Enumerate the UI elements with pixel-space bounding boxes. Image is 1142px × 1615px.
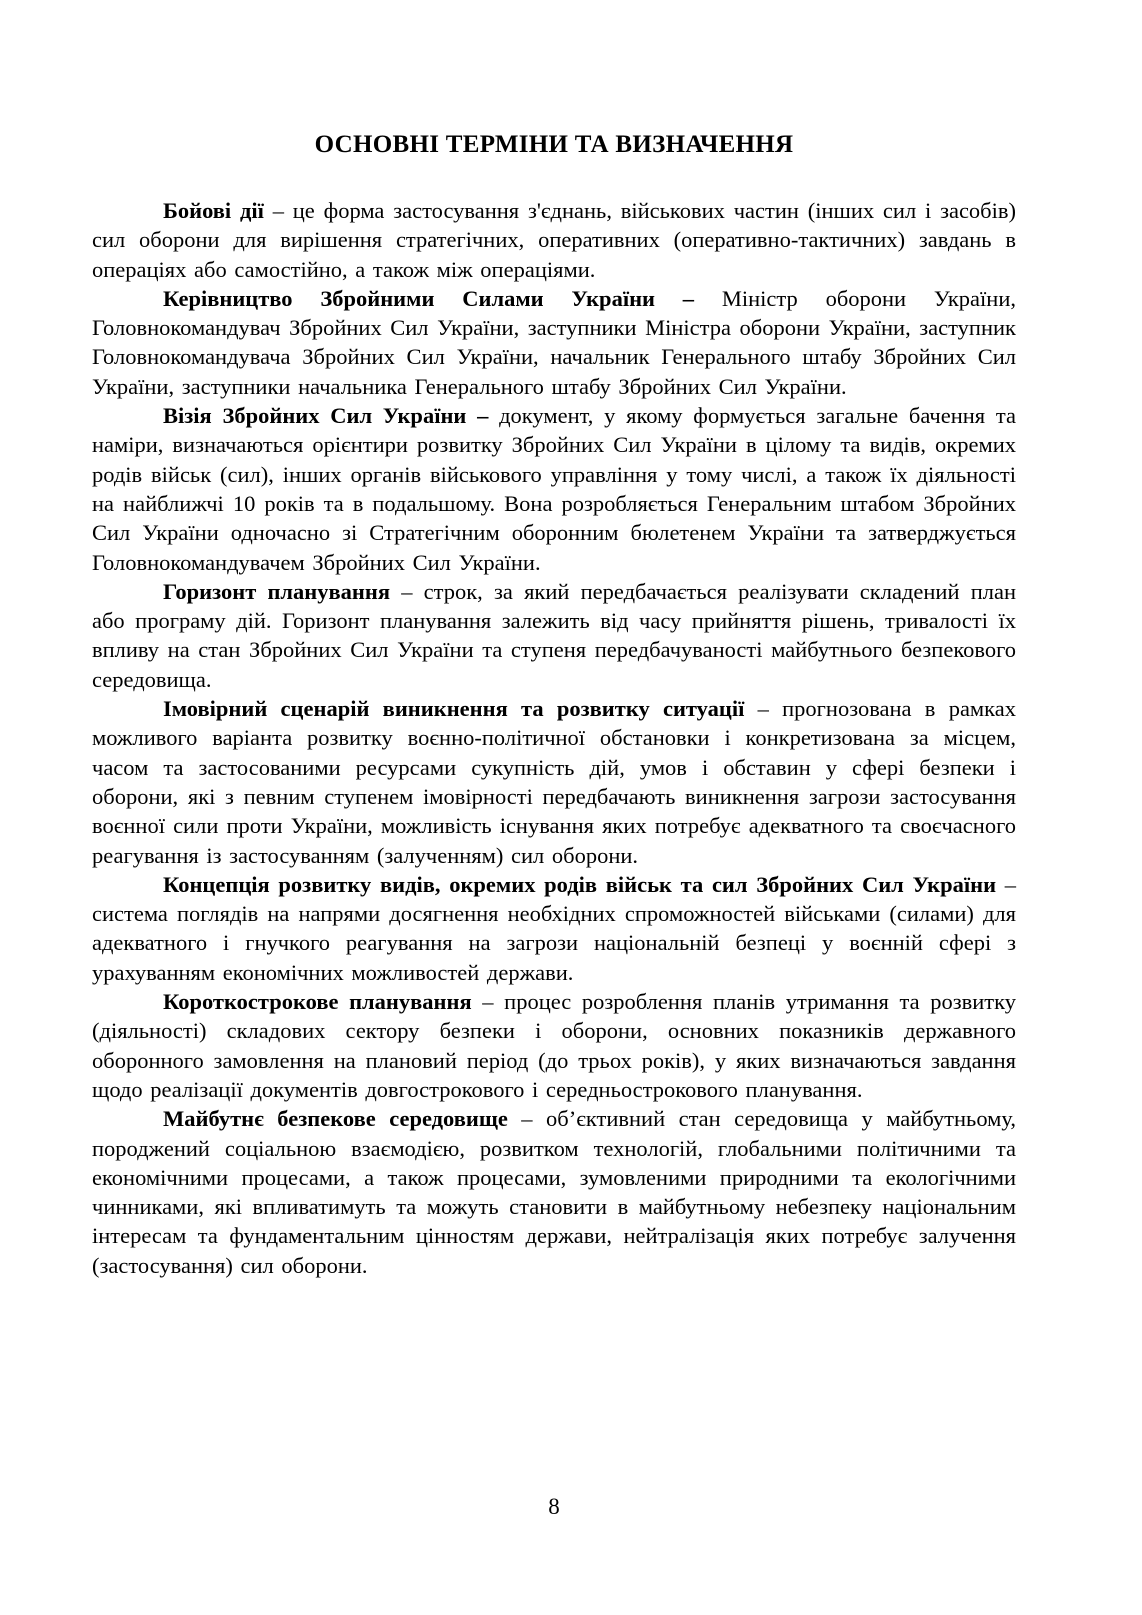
- page-number: 8: [548, 1494, 560, 1519]
- term-text: Керівництво Збройними Силами України –: [163, 285, 695, 311]
- definition-paragraph: [92, 577, 1016, 694]
- definition-paragraph: [92, 401, 1016, 577]
- definition-paragraph: [92, 870, 1016, 987]
- definition-paragraph: [92, 196, 1016, 284]
- definition-paragraph: [92, 987, 1016, 1104]
- term-text: Візія Збройних Сил України –: [163, 403, 489, 429]
- document-content: [92, 130, 1016, 1280]
- term-text: Концепція розвитку видів, окремих родів військ та сил Збройних Сил України: [163, 871, 997, 897]
- definition-paragraph: [92, 694, 1016, 870]
- page-title: ОСНОВНІ ТЕРМІНИ ТА ВИЗНАЧЕННЯ: [314, 131, 794, 158]
- term-text: Майбутнє безпекове середовище: [163, 1106, 508, 1132]
- definition-text: – строк, за який передбачається реалізувати складений план або програму дій. Горизонт планування залежить від часу прийняття рішень, тривалості їх впливу на стан Збройних Сил України та ступеня передбачуваності майбутнього безпекового середовища.: [92, 578, 1016, 692]
- definition-paragraph: [92, 1104, 1016, 1280]
- definition-text: документ, у якому формується загальне бачення та наміри, визначаються орієнтири розвитку Збройних Сил України в цілому та видів, окремих родів військ (сил), інших органів військового управління у тому числі, а також їх діяльності на найближчі 10 років та в подальшому. Вона розробляється Генеральним штабом Збройних Сил України одночасно зі Стратегічним оборонним бюлетенем України та затверджується Головнокомандувачем Збройних Сил України.: [92, 403, 1016, 575]
- term-text: Горизонт планування: [163, 578, 390, 604]
- term-text: Короткострокове планування: [163, 989, 472, 1015]
- term-text: Імовірний сценарій виникнення та розвитку ситуації: [163, 696, 745, 722]
- definition-text: – це форма застосування з'єднань, військових частин (інших сил і засобів) сил оборони для вирішення стратегічних, оперативних (оперативно-тактичних) завдань в операціях або самостійно, а також між операціями.: [92, 198, 1016, 282]
- definition-text: – об’єктивний стан середовища у майбутньому, породжений соціальною взаємодією, розвитком технологій, глобальними політичними та економічними процесами, а також процесами, зумовленими природними та екологічними чинниками, які впливатимуть та можуть становити в майбутньому небезпеку національним інтересам та фундаментальним цінностям держави, нейтралізація яких потребує залучення (застосування) сил оборони.: [92, 1106, 1016, 1278]
- definition-paragraph: [92, 284, 1016, 401]
- definition-text: – процес розроблення планів утримання та розвитку (діяльності) складових сектору безпеки і оборони, основних показників державного оборонного замовлення на плановий період (до трьох років), у яких визначаються завдання щодо реалізації документів довгострокового і середньострокового планування.: [92, 989, 1016, 1102]
- definition-text: Міністр оборони України, Головнокомандувач Збройних Сил України, заступники Міністра оборони України, заступник Головнокомандувача Збройних Сил України, начальник Генерального штабу Збройних Сил України, заступники начальника Генерального штабу Збройних Сил України.: [92, 285, 1016, 399]
- term-text: Бойові дії: [163, 198, 264, 223]
- definition-text: – прогнозована в рамках можливого варіанта розвитку воєнно-політичної обстановки і конкретизована за місцем, часом та застосованими ресурсами сукупність дій, умов і обставин у сфері безпеки і оборони, які з певним ступенем імовірності передбачають виникнення загрози застосування воєнної сили проти України, можливість існування яких потребує адекватного та своєчасного реагування із застосуванням (залученням) сил оборони.: [92, 696, 1016, 868]
- definition-text: – система поглядів на напрями досягнення необхідних спроможностей військами (силами) для адекватного і гнучкого реагування на загрози національній безпеці у воєнній сфері з урахуванням економічних можливостей держави.: [92, 871, 1017, 985]
